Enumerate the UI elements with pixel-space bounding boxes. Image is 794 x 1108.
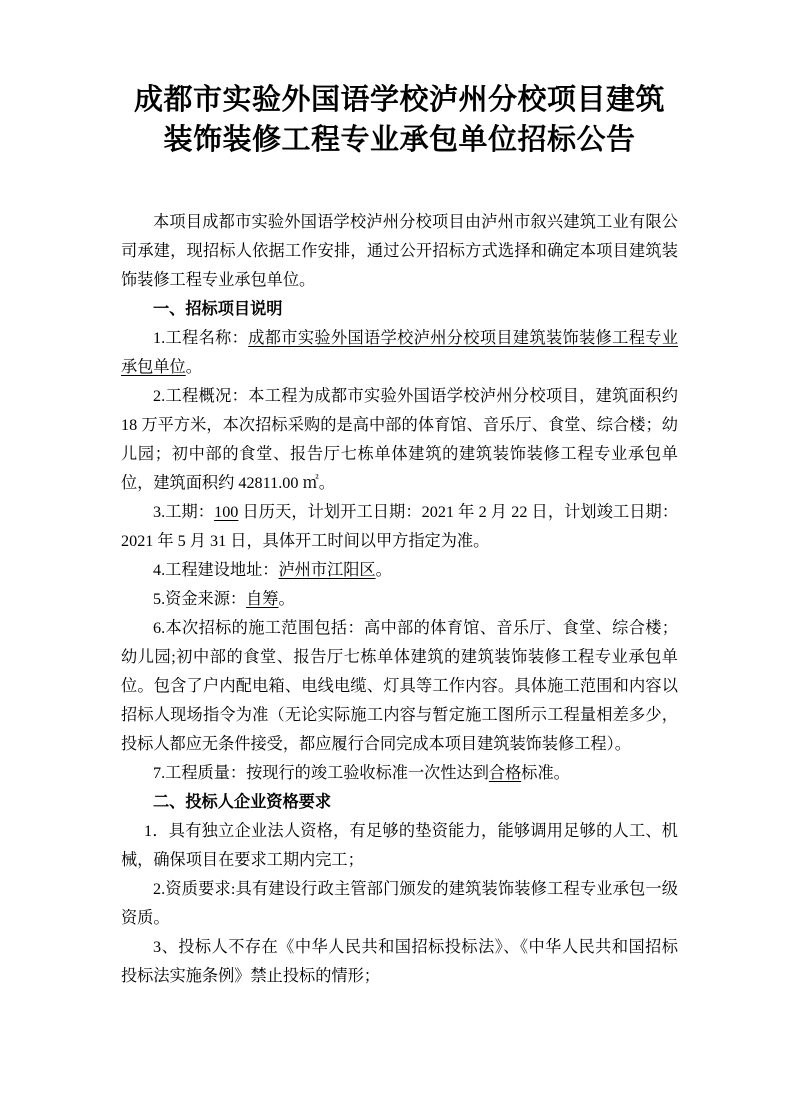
- text-segment: 7.工程质量：按现行的竣工验收标准一次性达到: [153, 764, 489, 782]
- underlined-text: 100: [214, 503, 239, 521]
- document-body: [121, 208, 678, 991]
- text-segment: 。: [278, 590, 295, 608]
- text-segment: 5.资金来源：: [153, 590, 247, 608]
- paragraph: [121, 208, 678, 295]
- text-segment: 1．具有独立企业法人资格，有足够的垫资能力，能够调用足够的人工、机械，确保项目在要求工期内完工；: [121, 822, 678, 869]
- paragraph: [121, 759, 678, 788]
- underlined-text: 成都市实验外国语学校泸州分校项目建筑装饰装修工程专业承包单位: [121, 329, 679, 376]
- text-segment: 标准。: [521, 764, 570, 782]
- underlined-text: 自筹: [246, 590, 279, 608]
- section-heading: [121, 295, 678, 324]
- text-segment: 4.工程建设地址：: [153, 561, 279, 579]
- document-title: [121, 80, 678, 160]
- document-title-line1: 成都市实验外国语学校泸州分校项目建筑: [133, 84, 665, 116]
- paragraph: [121, 817, 678, 875]
- paragraph: [121, 498, 678, 556]
- text-segment: 3、投标人不存在《中华人民共和国招标投标法》、《中华人民共和国招标投标法实施条例》禁止投标的情形；: [121, 938, 678, 985]
- text-segment: 一、招标项目说明: [153, 300, 283, 318]
- text-segment: 3.工期：: [153, 503, 215, 521]
- text-segment: 。: [375, 561, 392, 579]
- text-segment: 2.资质要求:具有建设行政主管部门颁发的建筑装饰装修工程专业承包一级资质。: [121, 880, 678, 927]
- paragraph: [121, 556, 678, 585]
- document-title-line2: 装饰装修工程专业承包单位招标公告: [163, 124, 636, 156]
- paragraph: [121, 614, 678, 759]
- paragraph: [121, 585, 678, 614]
- paragraph: [121, 382, 678, 498]
- text-segment: 1.工程名称：: [153, 329, 249, 347]
- text-segment: 。: [185, 358, 202, 376]
- underlined-text: 泸州市江阳区: [278, 561, 376, 579]
- paragraph: [121, 875, 678, 933]
- text-segment: 本项目成都市实验外国语学校泸州分校项目由泸州市叙兴建筑工业有限公司承建，现招标人依据工作安排，通过公开招标方式选择和确定本项目建筑装饰装修工程专业承包单位。: [121, 213, 678, 289]
- text-segment: 二、投标人企业资格要求: [153, 793, 332, 811]
- paragraph: [121, 324, 678, 382]
- text-segment: 2.工程概况：本工程为成都市实验外国语学校泸州分校项目，建筑面积约 18 万平方米，本次招标采购的是高中部的体育馆、音乐厅、食堂、综合楼；幼儿园；初中部的食堂、报告厅七栋单体建筑的建筑装饰装修工程专业承包单位，建筑面积约 42811.00 ㎡。: [121, 387, 678, 492]
- text-segment: 6.本次招标的施工范围包括：高中部的体育馆、音乐厅、食堂、综合楼；幼儿园;初中部的食堂、报告厅七栋单体建筑的建筑装饰装修工程专业承包单位。包含了户内配电箱、电线电缆、灯具等工作内容。具体施工范围和内容以招标人现场指令为准（无论实际施工内容与暂定施工图所示工程量相差多少，投标人都应无条件接受，都应履行合同完成本项目建筑装饰装修工程）。: [121, 619, 678, 753]
- underlined-text: 合格: [488, 764, 522, 782]
- section-heading: [121, 788, 678, 817]
- paragraph: [121, 933, 678, 991]
- text-segment: 日历天，计划开工日期：2021 年 2 月 22 日，计划竣工日期：2021 年 5 月 31 日，具体开工时间以甲方指定为准。: [121, 503, 679, 550]
